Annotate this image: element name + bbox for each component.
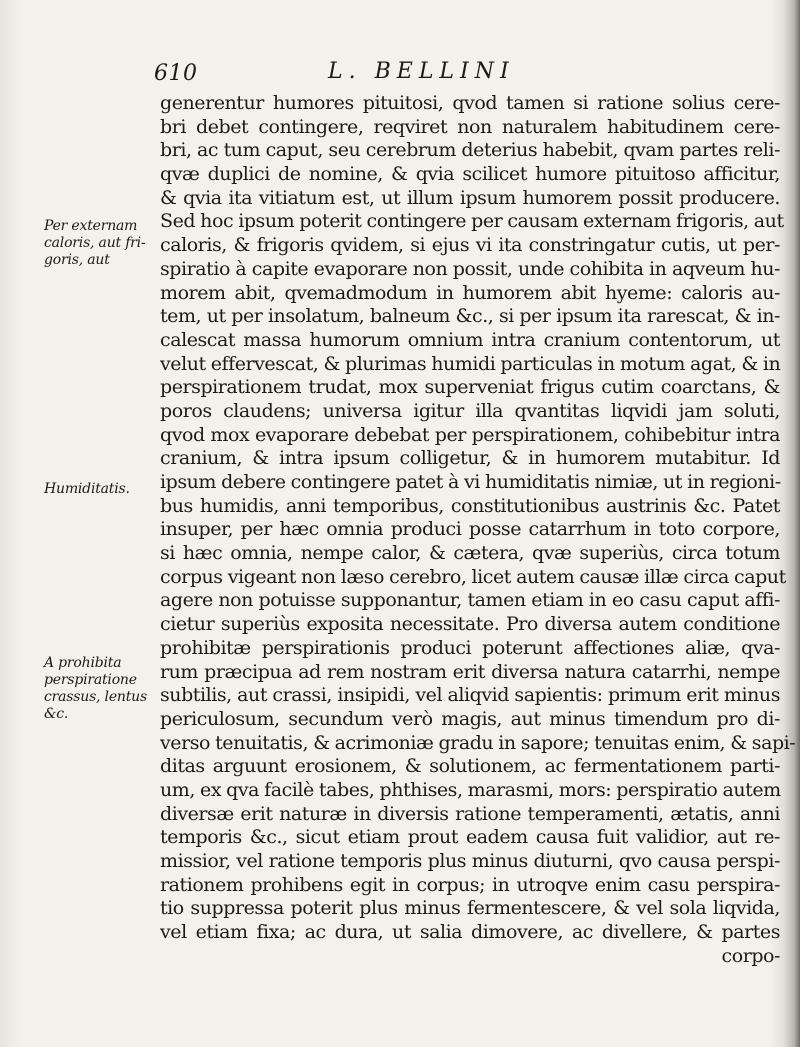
text-line: qvod mox evaporare debebat per perspirationem, cohibebitur intra bbox=[160, 423, 780, 446]
text-line: tio suppressa poterit plus minus fermentescere, & vel sola liqvida, bbox=[160, 897, 780, 920]
margin-note-per-externam bbox=[44, 218, 145, 269]
text-line: ditas arguunt erosionem, & solutionem, ac fermentationem parti- bbox=[160, 755, 780, 778]
text-line: spiratio à capite evaporare non possit, unde cohibita in aqveum hu- bbox=[160, 257, 780, 280]
text-line: periculosum, secundum verò magis, aut minus timendum pro di- bbox=[160, 707, 780, 730]
text-line: si hæc omnia, nempe calor, & cætera, qvæ superiùs, circa totum bbox=[160, 542, 780, 565]
catchword: corpo- bbox=[721, 944, 780, 967]
running-title: L. BELLINI bbox=[328, 59, 515, 84]
text-line: vel etiam fixa; ac dura, ut salia dimovere, ac divellere, & partes bbox=[160, 921, 780, 944]
text-line: temporis &c., sicut etiam prout eadem causa fuit validior, aut re- bbox=[160, 826, 780, 849]
text-line: missior, vel ratione temporis plus minus diuturni, qvo causa perspi- bbox=[160, 850, 780, 872]
text-line: um, ex qva facilè tabes, phthises, marasmi, mors: perspiratio autem bbox=[160, 778, 781, 801]
text-line: insuper, per hæc omnia produci posse catarrhum in toto corpore, bbox=[160, 518, 780, 541]
margin-note-line: perspiratione bbox=[44, 672, 137, 688]
text-line: & qvia ita vitiatum est, ut illum ipsum humorem possit producere. bbox=[160, 186, 780, 209]
text-line: agere non potuisse supponantur, tamen etiam in eo casu caput affi- bbox=[160, 589, 780, 612]
margin-note-humiditatis bbox=[44, 481, 130, 498]
margin-note-line: caloris, aut fri- bbox=[44, 235, 146, 251]
text-line: tem, ut per insolatum, balneum &c., si per ipsum ita rarescat, & in- bbox=[160, 305, 780, 328]
text-line: subtilis, aut crassi, insipidi, vel aliqvid sapientis: primum erit minus bbox=[160, 684, 780, 707]
text-line: bri, ac tum caput, seu cerebrum deterius habebit, qvam partes reli- bbox=[160, 139, 780, 162]
text-line: cranium, & intra ipsum colligetur, & in humorem mutabitur. Id bbox=[160, 447, 780, 470]
text-line: diversæ erit naturæ in diversis ratione temperamenti, ætatis, anni bbox=[160, 802, 780, 825]
text-line: velut effervescat, & plurimas humidi particulas in motum agat, & in bbox=[160, 352, 781, 375]
text-line: rum præcipua ad rem nostram erit diversa natura catarrhi, nempe bbox=[160, 660, 780, 683]
margin-note-line: A prohibita bbox=[44, 655, 122, 671]
text-line: Sed hoc ipsum poterit contingere per causam externam frigoris, aut bbox=[160, 210, 784, 233]
margin-note-line: goris, aut bbox=[44, 252, 110, 268]
text-line: qvæ duplici de nomine, & qvia scilicet humore pituitoso afficitur, bbox=[160, 163, 780, 186]
text-line: bri debet contingere, reqviret non naturalem habitudinem cere- bbox=[160, 115, 780, 138]
text-line: corpus vigeant non læso cerebro, licet autem causæ illæ circa caput bbox=[160, 565, 786, 588]
margin-note-line: Per externam bbox=[44, 218, 138, 234]
text-line: calescat massa humorum omnium intra cranium contentorum, ut bbox=[160, 328, 780, 351]
text-line: poros claudens; universa igitur illa qvantitas liqvidi jam soluti, bbox=[160, 399, 780, 422]
running-head bbox=[150, 55, 790, 95]
text-line: cietur superiùs exposita necessitate. Pro diversa autem conditione bbox=[160, 613, 780, 636]
text-line: prohibitæ perspirationis produci poterunt affectiones aliæ, qva- bbox=[160, 636, 780, 659]
text-line: verso tenuitatis, & acrimoniæ gradu in sapore; tenuitas enim, & sapi- bbox=[160, 731, 796, 754]
text-line: generentur humores pituitosi, qvod tamen si ratione solius cere- bbox=[160, 92, 780, 114]
text-line: rationem prohibens egit in corpus; in utroqve enim casu perspira- bbox=[160, 873, 780, 896]
text-line: perspirationem trudat, mox superveniat frigus cutim coarctans, & bbox=[160, 376, 780, 399]
margin-note-line: crassus, lentus bbox=[44, 689, 147, 705]
text-line: morem abit, qvemadmodum in humorem abit hyeme: caloris au- bbox=[160, 281, 780, 304]
body-text bbox=[160, 92, 796, 968]
text-line: caloris, & frigoris qvidem, si ejus vi ita constringatur cutis, ut per- bbox=[160, 234, 780, 257]
text-line: ipsum debere contingere patet à vi humiditatis nimiæ, ut in regioni- bbox=[160, 471, 781, 493]
margin-note-line: Humiditatis. bbox=[44, 481, 130, 497]
margin-note-a-prohibita bbox=[44, 655, 147, 723]
page-number: 610 bbox=[154, 61, 198, 86]
margin-note-line: &c. bbox=[44, 706, 69, 722]
text-line: bus humidis, anni temporibus, constitutionibus austrinis &c. Patet bbox=[160, 494, 780, 517]
